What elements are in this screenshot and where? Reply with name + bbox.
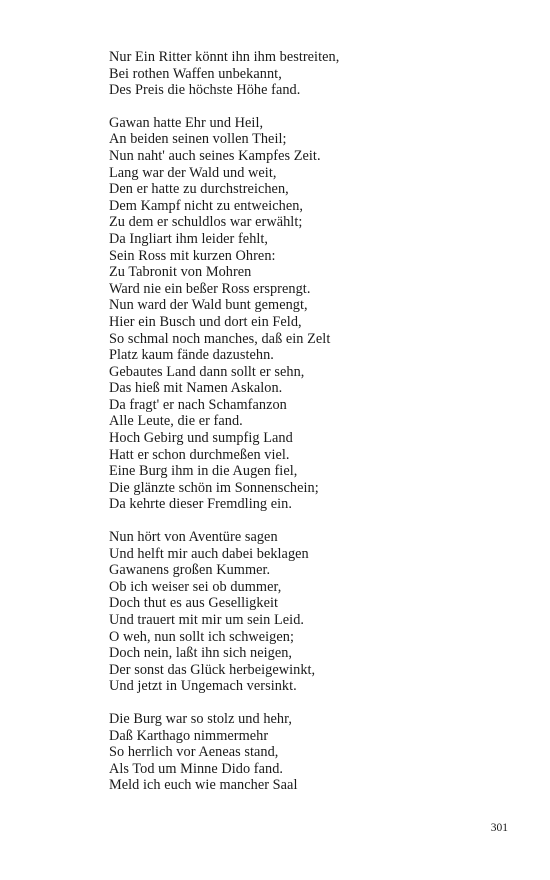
verse-line: Zu Tabronit von Mohren: [109, 264, 252, 281]
verse-line: Hoch Gebirg und sumpfig Land: [109, 430, 293, 447]
stanza: [109, 711, 509, 794]
verse-line: Nun naht' auch seines Kampfes Zeit.: [109, 147, 321, 164]
stanza: [109, 115, 509, 513]
verse-line: So schmal noch manches, daß ein Zelt: [109, 330, 331, 347]
verse-line: Sein Ross mit kurzen Ohren:: [109, 247, 276, 264]
verse-line: Hatt er schon durchmeßen viel.: [109, 446, 290, 463]
verse-line: Hier ein Busch und dort ein Feld,: [109, 313, 302, 330]
verse-line: Nun ward der Wald bunt gemengt,: [109, 297, 308, 314]
verse-line: Und helft mir auch dabei beklagen: [109, 545, 309, 562]
verse-line: Daß Karthago nimmermehr: [109, 727, 269, 744]
verse-line: Doch thut es aus Geselligkeit: [109, 595, 279, 612]
verse-line: An beiden seinen vollen Theil;: [109, 131, 287, 148]
verse-line: Platz kaum fände dazustehn.: [109, 347, 274, 364]
verse-line: Gawanens großen Kummer.: [109, 562, 271, 579]
verse-line: Ob ich weiser sei ob dummer,: [109, 578, 282, 595]
verse-line: Lang war der Wald und weit,: [109, 164, 277, 181]
verse-line: Die glänzte schön im Sonnenschein;: [109, 479, 319, 496]
verse-line: Nur Ein Ritter könnt ihn ihm bestreiten,: [109, 49, 340, 65]
verse-line: Gawan hatte Ehr und Heil,: [109, 114, 264, 131]
verse-line: Da kehrte dieser Fremdling ein.: [109, 496, 292, 513]
verse-line: Bei rothen Waffen unbekannt,: [109, 65, 282, 82]
verse-line: Alle Leute, die er fand.: [109, 413, 243, 430]
verse-line: Da Ingliart ihm leider fehlt,: [109, 230, 269, 247]
verse-line: Doch nein, laßt ihn sich neigen,: [109, 645, 293, 662]
verse-line: Eine Burg ihm in die Augen fiel,: [109, 463, 298, 480]
verse-line: Den er hatte zu durchstreichen,: [109, 181, 289, 198]
verse-line: Und trauert mit mir um sein Leid.: [109, 612, 305, 628]
verse-line: Des Preis die höchste Höhe fand.: [109, 82, 301, 99]
verse-line: Die Burg war so stolz und hehr,: [109, 710, 292, 727]
verse-line: Der sonst das Glück herbeigewinkt,: [109, 661, 316, 678]
verse-line: Dem Kampf nicht zu entweichen,: [109, 197, 304, 214]
verse-line: Und jetzt in Ungemach versinkt.: [109, 678, 297, 695]
verse-line: Als Tod um Minne Dido fand.: [109, 760, 284, 777]
stanza: [109, 49, 509, 99]
verse-line: Ward nie ein beßer Ross ersprengt.: [109, 280, 311, 297]
verse-line: So herrlich vor Aeneas stand,: [109, 744, 279, 761]
verse-line: O weh, nun sollt ich schweigen;: [109, 628, 294, 645]
page-number: 301: [490, 822, 508, 834]
verse-line: Da fragt' er nach Schamfanzon: [109, 396, 287, 413]
verse-line: Gebautes Land dann sollt er sehn,: [109, 363, 305, 380]
verse-line: Das hieß mit Namen Askalon.: [109, 380, 283, 397]
stanza: [109, 529, 509, 695]
verse-line: Nun hört von Aventüre sagen: [109, 529, 278, 546]
verse-line: Zu dem er schuldlos war erwählt;: [109, 214, 303, 231]
poem-text: [109, 49, 509, 810]
verse-line: Meld ich euch wie mancher Saal: [109, 777, 298, 794]
